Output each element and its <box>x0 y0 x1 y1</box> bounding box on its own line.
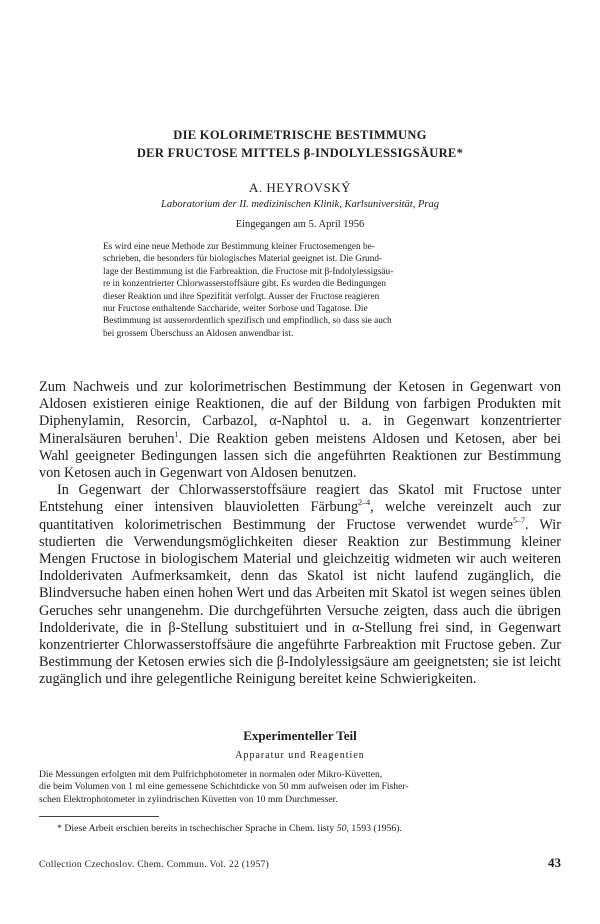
abstract-line: re in konzentrierter Chlorwasserstoffsäure gibt. Es wurden die Bedingungen <box>103 279 387 290</box>
p2-text-b: , welche vereinzelt auch zur quantitativen kolorimetrischen Bestimmung der Fructose verwendet wurde <box>39 499 561 533</box>
footnote-volume: 50 <box>336 823 347 834</box>
affiliation: Laboratorium der II. medizinischen Klinik, Karlsuniversität, Prag <box>161 199 439 210</box>
footnote-text: Diese Arbeit erschien bereits in tschechischer Sprache in Chem. listy <box>64 823 335 834</box>
title-line-1: DIE KOLORIMETRISCHE BESTIMMUNG <box>173 128 427 142</box>
p2-text-a: In Gegenwart der Chlorwasserstoffsäure reagiert das Skatol mit Fructose unter Entstehung einer intensiven blauvioletten Färbung <box>39 482 561 516</box>
paragraph-1 <box>39 379 561 482</box>
section-heading: Experimenteller Teil <box>243 728 357 743</box>
paragraph-2 <box>39 482 561 688</box>
footnote-divider <box>39 816 159 817</box>
abstract-line: Bestimmung ist ausserordentlich spezifisch und empfindlich, so dass sie auch <box>103 316 392 327</box>
citation-ref: 2–4 <box>358 498 371 508</box>
methods-text <box>39 769 561 806</box>
methods-line: Die Messungen erfolgten mit dem Pulfrichphotometer in normalen oder Mikro-Küvetten, <box>39 769 383 780</box>
body-text <box>39 379 561 689</box>
citation-ref: 5–7 <box>512 515 525 525</box>
author-name: A. HEYROVSKÝ <box>248 180 352 195</box>
methods-line: die beim Volumen von 1 ml eine gemessene Schichtdicke von 50 mm aufweisen oder im Fisher- <box>39 781 409 793</box>
methods-line: schen Elektrophotometer in zylindrischen Küvetten von 10 mm Durchmesser. <box>39 793 338 805</box>
title-line-2: DER FRUCTOSE MITTELS β-INDOLYLESSIGSÄURE* <box>136 146 464 160</box>
p2-text-c: . Wir studierten die Verwendungsmöglichkeiten dieser Reaktion zur Bestimmung kleiner Mengen Fructose in biologischem Material und gleichzeitig widmeten wir auch weiteren Indolderivaten Aufmerksamkeit, denn das Skatol ist nicht laufend zugänglich, die Blindversuche haben einen hohen Wert und das Arbeiten mit Skatol ist wegen seines üblen Geruches sehr unangenehm. Die durchgeführten Versuche zeigten, dass auch die übrigen Indolderivate, die in β-Stellung substituiert und in α-Stellung frei sind, in Gegenwart konzentrierter Chlorwasserstoffsäure die angeführte Farbreaktion mit Fructose geben. Zur Bestimmung der Ketosen erwies sich die β-Indolylessigsäure am geeignetsten; sie ist leicht zugänglich und ihre gelegentliche Reinigung bereitet keine Schwierigkeiten. <box>39 516 562 688</box>
abstract-line: nur Fructose enthaltende Saccharide, weiter Sorbose und Tagatose. Die <box>103 304 368 315</box>
abstract-line: Es wird eine neue Methode zur Bestimmung kleiner Fructosemengen be- <box>103 242 375 252</box>
p1-text: Zum Nachweis und zur kolorimetrischen Bestimmung der Ketosen in Gegenwart von Aldosen existieren einige Reaktionen, die auf der Bildung von farbigen Produkten mit Diphenylamin, Resorcin, Carbazol, α-Naphtol u. a. in Gegenwart konzentrierter Mineralsäuren beruhen <box>39 379 561 447</box>
footnote-rest: , 1593 (1956). <box>346 823 403 834</box>
received-date: Eingegangen am 5. April 1956 <box>235 219 365 230</box>
page-number: 43 <box>548 855 561 870</box>
abstract-line: bei grossem Überschuss an Aldosen anwendbar ist. <box>103 328 294 339</box>
journal-reference: Collection Czechoslov. Chem. Commun. Vol. 22 (1957) <box>39 859 270 870</box>
article-title <box>0 126 600 162</box>
footnote <box>57 823 402 834</box>
subsection-heading: Apparatur und Reagentien <box>235 750 365 761</box>
footnote-marker: * <box>57 823 62 834</box>
p1-end: . Die Reaktion geben meistens Aldosen und Ketosen, aber bei Wahl geeigneter Bedingungen lassen sich die angeführten Reaktionen zur Bestimmung von Ketosen auch in Gegenwart von Aldosen benutzen. <box>39 430 561 482</box>
abstract-line: dieser Reaktion und ihre Spezifität verfolgt. Ausser der Fructose reagieren <box>103 291 380 302</box>
abstract-line: lage der Bestimmung ist die Farbreaktion, die Fructose mit β-Indolylessigsäu- <box>103 266 394 277</box>
abstract-line: schrieben, die besonders für biologisches Material geeignet ist. Die Grund- <box>103 254 383 265</box>
citation-ref: 1 <box>174 429 179 439</box>
abstract <box>103 241 509 340</box>
